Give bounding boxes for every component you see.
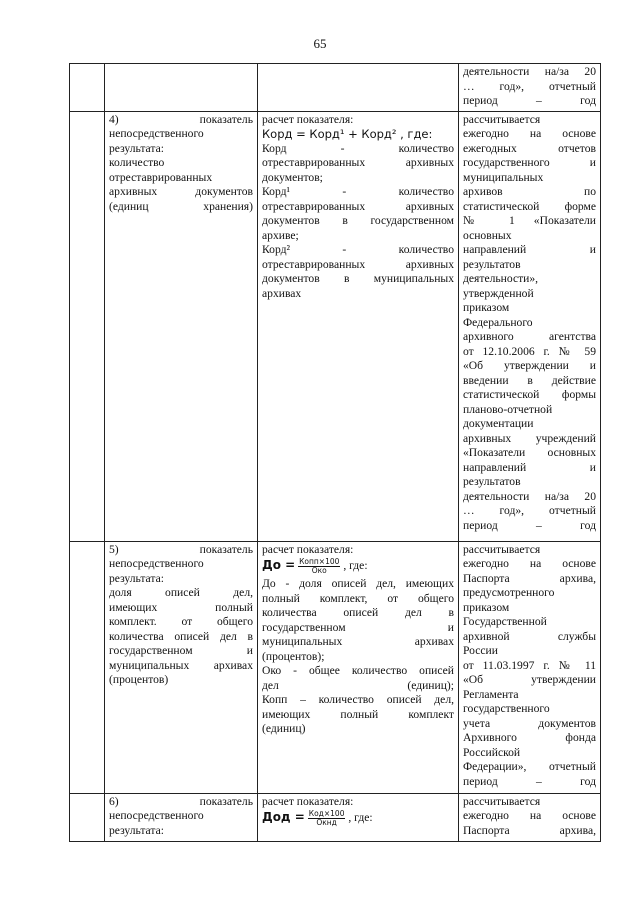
cell-source <box>459 64 601 112</box>
formula-tail: , где: <box>343 559 368 573</box>
calculation-text: Корд - количество отреставрированных архивных документов; Корд¹ - количество отреставрированных архивных документов в государственном архиве; Корд² - количество отреставрированных архивных документов в муниципальных архивах <box>262 141 454 300</box>
indicator-text: 4) показатель непосредственного результата: количество отреставрированных архивных документов (единиц хранения) <box>109 112 253 213</box>
formula-tail: , где: <box>348 811 373 825</box>
cell-source <box>459 793 601 841</box>
table-row-indicator-5 <box>70 541 601 793</box>
formula-numerator: Копп×100 <box>299 557 340 566</box>
indicator-text: 5) показатель непосредственного результата: доля описей дел, имеющих полный комплект. от общего количества описей дел в государственном и муниципальных архивах (процентов) <box>109 542 253 686</box>
cell-calculation <box>258 64 459 112</box>
formula <box>262 558 454 575</box>
formula-lhs: Дод = <box>262 810 305 825</box>
formula-numerator: Код×100 <box>308 809 345 818</box>
source-text: рассчитывается ежегодно на основе Паспорта архива, <box>463 794 596 837</box>
source-text: рассчитывается ежегодно на основе ежегодных отчетов государственного и муниципальных архивов по статистической форме № 1 «Показатели основных направлений и результатов деятельности», утвержденной приказом Федерального архивного агентства от 12.10.2006 г. № 59 «Об утверждении и введении в действие статистической формы планово-отчетной документации архивных учреждений «Показатели основных направлений и результатов деятельности на/за 20 … год», отчетный период – год <box>463 112 596 532</box>
cell-calculation <box>258 793 459 841</box>
indicator-table <box>69 63 601 842</box>
cell-indicator <box>105 541 258 793</box>
source-text: деятельности на/за 20 … год», отчетный период – год <box>463 65 596 107</box>
formula: Корд = Корд¹ + Корд² , где: <box>262 127 433 141</box>
formula-denominator: Око <box>311 566 327 575</box>
cell-indicator <box>105 793 258 841</box>
indicator-text: 6) показатель непосредственного результата: <box>109 794 253 837</box>
source-text: рассчитывается ежегодно на основе Паспорта архива, предусмотренного приказом Государственной архивной службы России от 11.03.1997 г. № 11 «Об утверждении Регламента государственного учета документов Архивного фонда Российской Федерации», отчетный период – год <box>463 542 596 788</box>
calculation-text: До - доля описей дел, имеющих полный комплект, от общего количества описей дел в государственном и муниципальных архивах (процентов); Око - общее количество описей дел (единиц); Копп – количество описей дел, имеющих полный комплект (единиц) <box>262 577 454 735</box>
cell-source <box>459 541 601 793</box>
table-row-indicator-6 <box>70 793 601 841</box>
calculation-title: расчет показателя: <box>262 794 354 808</box>
formula-fraction <box>298 558 340 575</box>
cell-calculation <box>258 111 459 541</box>
formula-denominator: Окнд <box>316 818 337 827</box>
cell-indicator <box>105 64 258 112</box>
page-number: 65 <box>313 36 327 51</box>
table-row-indicator-4 <box>70 111 601 541</box>
calculation-title: расчет показателя: <box>262 112 354 126</box>
cell-number <box>70 64 105 112</box>
cell-number <box>70 793 105 841</box>
cell-indicator <box>105 111 258 541</box>
formula-fraction <box>308 810 346 827</box>
table-row-continuation <box>70 64 601 112</box>
cell-source <box>459 111 601 541</box>
formula-lhs: До = <box>262 558 296 573</box>
cell-number <box>70 111 105 541</box>
formula <box>262 810 454 827</box>
cell-calculation <box>258 541 459 793</box>
calculation-title: расчет показателя: <box>262 542 354 556</box>
cell-number <box>70 541 105 793</box>
